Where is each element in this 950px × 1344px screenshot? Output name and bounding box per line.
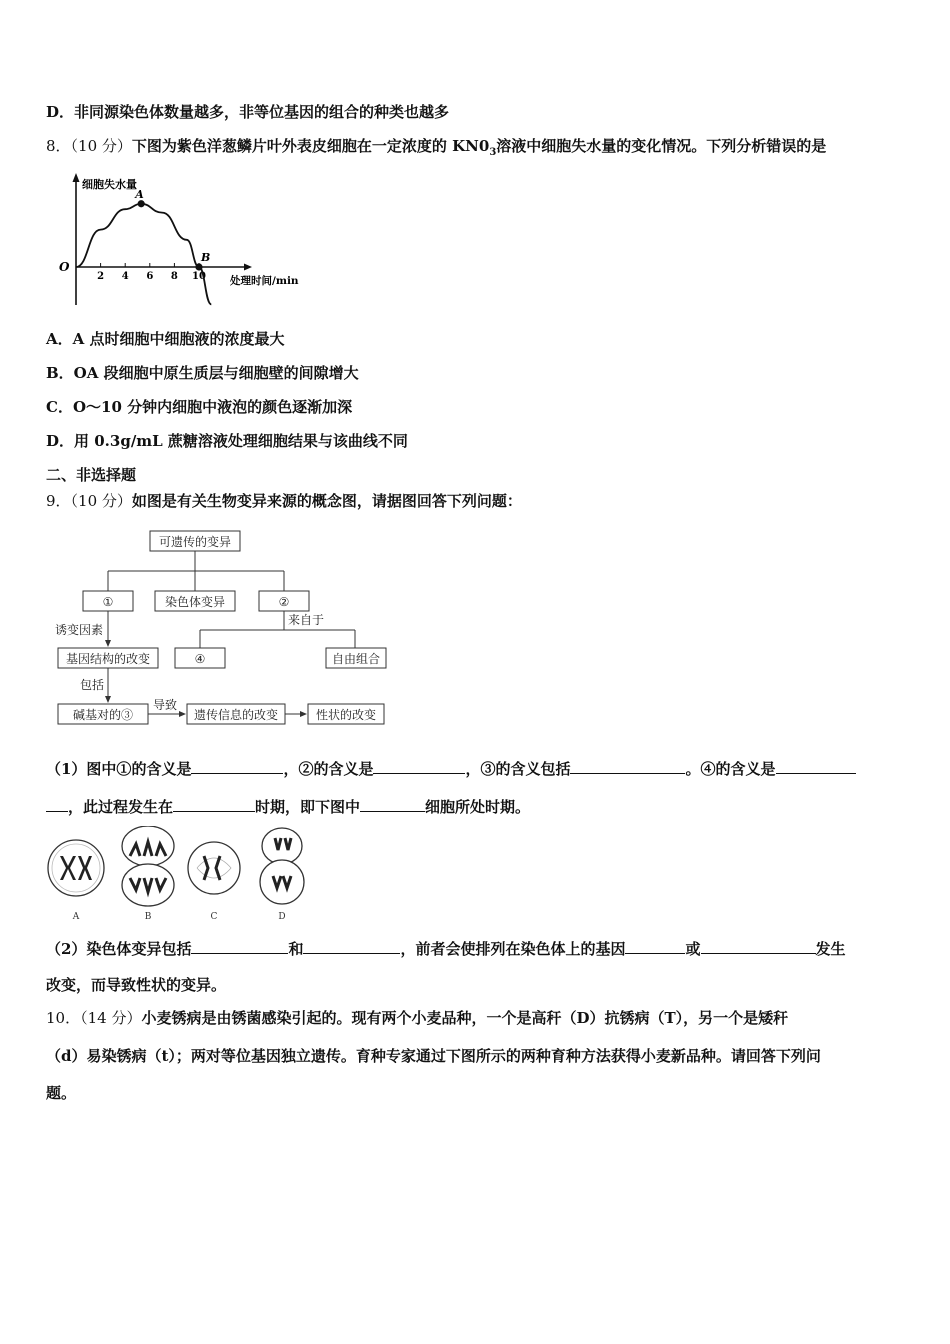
q8-option-c: C．O～10 分钟内细胞中液泡的颜色逐渐加深: [46, 398, 353, 416]
blank-5[interactable]: [173, 796, 255, 812]
q10-number: 10．: [46, 1009, 81, 1027]
cell-d: [260, 828, 304, 922]
q8-stem-post: 溶液中细胞失水量的变化情况。下列分析错误的是: [496, 137, 827, 155]
q10-stem-line3: 题。: [46, 1084, 77, 1102]
label-genetic-info: 遗传信息的改变: [193, 708, 279, 722]
label-trait: 性状的改变: [315, 708, 377, 722]
point-b-marker: [195, 263, 202, 270]
q8-stem-sub: 3: [489, 147, 497, 158]
water-loss-curve: [76, 204, 211, 305]
cell-c-label: C: [210, 912, 218, 922]
blank-9[interactable]: [625, 938, 685, 954]
q8-stem-text: [131, 137, 827, 158]
q9-p1-text-f: 时期，即下图中: [255, 798, 361, 816]
x-tick-label: 2: [97, 271, 105, 282]
blank-8[interactable]: [303, 938, 400, 954]
q8-stem-pre: 下图为紫色洋葱鳞片叶外表皮细胞在一定浓度的 KN0: [131, 137, 490, 155]
q9-concept-map: [50, 526, 400, 731]
section-heading: 二、非选择题: [46, 466, 137, 484]
origin-label: O: [59, 260, 70, 274]
q9-p1-text-e: ，此过程发生在: [68, 798, 174, 816]
q7-option-d: D．非同源染色体数量越多，非等位基因的组合的种类也越多: [46, 103, 450, 121]
q10-score: （14 分）: [80, 1009, 142, 1027]
label-mutagen: 诱变因素: [54, 623, 104, 637]
blank-7[interactable]: [191, 938, 288, 954]
q8-number: 8．: [46, 137, 71, 155]
q9-p2-text-c: ，前者会使排列在染色体上的基因: [400, 940, 626, 958]
q9-stem-text: 如图是有关生物变异来源的概念图，请据图回答下列问题：: [131, 492, 522, 510]
cell-c: [188, 842, 240, 922]
q9-part2-line1: [46, 938, 846, 959]
label-base-pair: 碱基对的③: [72, 708, 134, 722]
q9-p1-text-b: ，②的含义是: [283, 760, 374, 778]
q9-p1-text-c: ，③的含义包括: [465, 760, 571, 778]
q8-score: （10 分）: [70, 137, 132, 155]
cell-a: [48, 840, 104, 922]
cell-a-label: A: [72, 912, 80, 922]
q8-option-a: A．A 点时细胞中细胞液的浓度最大: [46, 330, 285, 348]
x-axis-label: 处理时间/min: [230, 275, 299, 287]
blank-3[interactable]: [570, 758, 685, 774]
label-4: ④: [194, 652, 206, 666]
cell-d-label: D: [278, 912, 286, 922]
q10-stem-line2: （d）易染锈病（t）；两对等位基因独立遗传。育种专家通过下图所示的两种育种方法获得小麦新品种。请回答下列问: [46, 1047, 821, 1065]
x-axis-arrow: [244, 264, 252, 271]
blank-1[interactable]: [191, 758, 283, 774]
q9-p2-text-e: 发生: [815, 940, 846, 958]
label-free-combination: 自由组合: [331, 652, 381, 666]
q9-part1-line2: [46, 796, 530, 817]
blank-2[interactable]: [373, 758, 465, 774]
label-chromosome-variation: 染色体变异: [164, 595, 226, 609]
blank-4a[interactable]: [776, 758, 856, 774]
point-a-label: A: [135, 187, 144, 201]
q8-option-d: D．用 0.3g/mL 蔗糖溶液处理细胞结果与该曲线不同: [46, 432, 408, 450]
q9-score: （10 分）: [70, 492, 132, 510]
q9-p1-text-d: 。④的含义是: [685, 760, 776, 778]
q9-p2-text-d: 或: [685, 940, 701, 958]
cell-b: [122, 826, 174, 922]
q8-stem: [46, 136, 826, 163]
x-tick-label: 10: [192, 271, 206, 282]
q9-p1-text-a: （1）图中①的含义是: [46, 760, 192, 778]
q8-option-b: B．OA 段细胞中原生质层与细胞壁的间隙增大: [46, 364, 359, 382]
q9-cell-division-figure: [44, 826, 314, 926]
q8-water-loss-chart: [56, 170, 316, 310]
label-gene-structure: 基因结构的改变: [65, 652, 151, 666]
q9-p2-text-b: 和: [288, 940, 304, 958]
point-a-marker: [138, 200, 145, 207]
q9-part2-line2: 改变，而导致性状的变异。: [46, 976, 227, 994]
blank-10[interactable]: [701, 938, 816, 954]
label-include: 包括: [79, 678, 105, 692]
q10-stem-line1: [46, 1008, 788, 1028]
cell-b-label: B: [144, 912, 152, 922]
label-2: ②: [278, 595, 290, 609]
q9-stem: [46, 491, 522, 511]
blank-4b[interactable]: [46, 796, 68, 812]
label-heritable-variation: 可遗传的变异: [158, 535, 232, 549]
q9-p2-text-a: （2）染色体变异包括: [46, 940, 192, 958]
q10-line1-text: 小麦锈病是由锈菌感染引起的。现有两个小麦品种，一个是高秆（D）抗锈病（T），另一个是矮秆: [141, 1009, 789, 1027]
y-axis-arrow: [73, 173, 80, 182]
q9-number: 9．: [46, 492, 71, 510]
label-1: ①: [102, 595, 114, 609]
y-axis-label: 细胞失水量: [82, 178, 137, 191]
x-tick-label: 8: [170, 271, 178, 282]
label-lead-to: 导致: [152, 698, 178, 712]
label-from: 来自于: [287, 613, 325, 627]
q9-part1-line1: [46, 758, 856, 779]
x-tick-label: 4: [121, 271, 129, 282]
q9-p1-text-g: 细胞所处时期。: [425, 798, 531, 816]
blank-6[interactable]: [360, 796, 425, 812]
point-b-label: B: [201, 251, 211, 264]
x-tick-label: 6: [146, 271, 154, 282]
